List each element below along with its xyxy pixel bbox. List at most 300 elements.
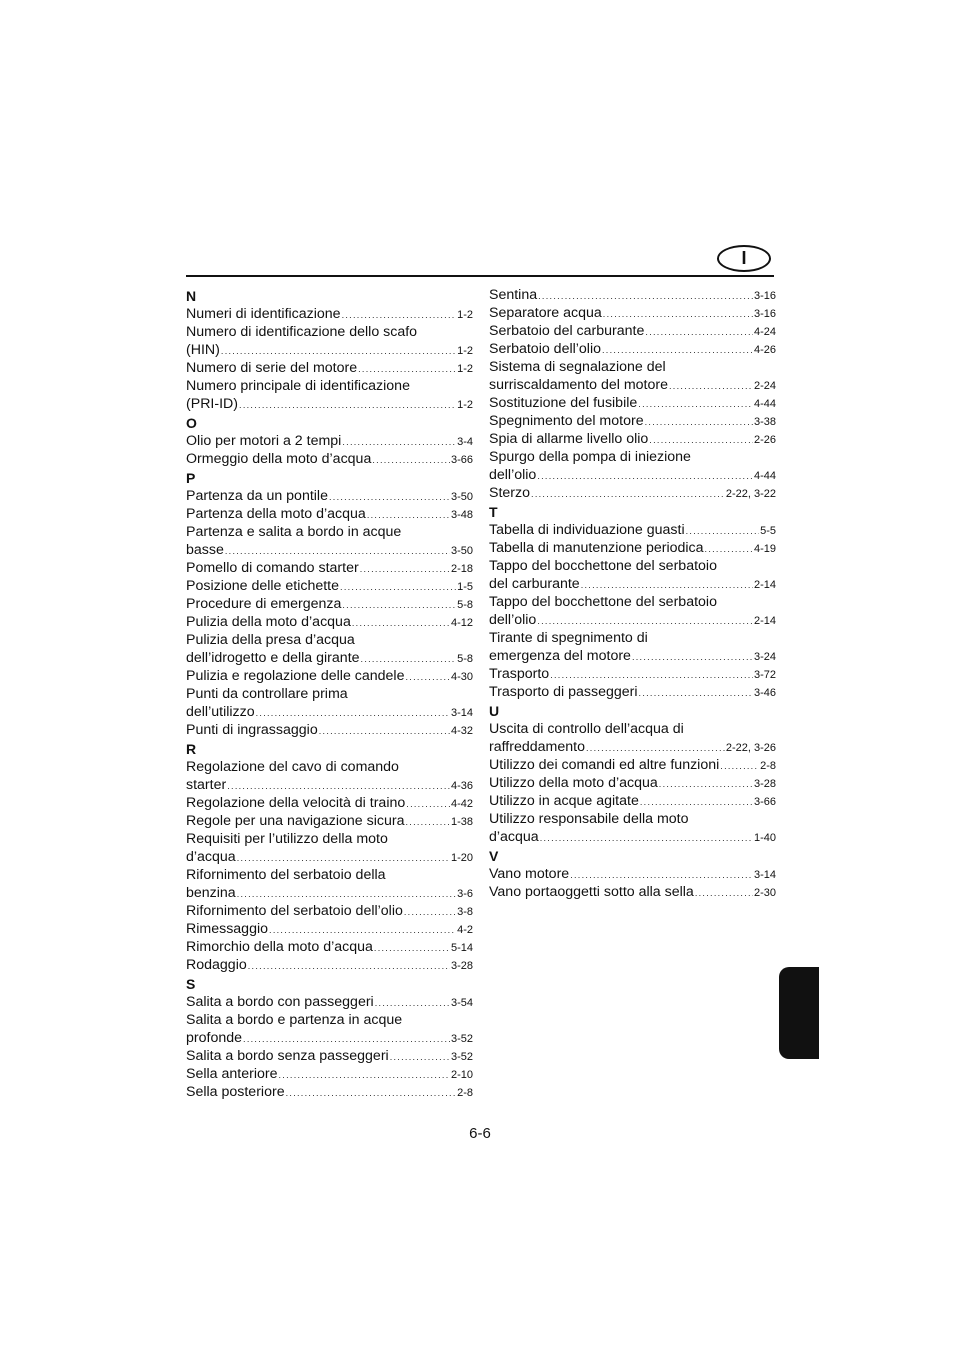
entry-line	[489, 575, 776, 593]
entry-page-ref[interactable]: 3-14	[450, 707, 473, 719]
entry-text: Procedure di emergenza	[186, 596, 342, 612]
entry-text: Sistema di segnalazione del	[489, 359, 666, 375]
index-entry[interactable]	[186, 812, 473, 830]
entry-line	[186, 505, 473, 523]
entry-page-ref[interactable]: 1-40	[753, 832, 776, 844]
entry-page-ref[interactable]: 1-38	[450, 816, 473, 828]
entry-line	[186, 359, 473, 377]
index-entry[interactable]	[489, 557, 776, 593]
entry-line	[489, 340, 776, 358]
entry-text: Rifornimento del serbatoio dell’olio	[186, 903, 403, 919]
entry-line	[186, 794, 473, 812]
entry-line	[489, 810, 776, 828]
entry-page-ref[interactable]: 4-44	[753, 398, 776, 410]
entry-page-ref[interactable]: 2-26	[753, 434, 776, 446]
entry-text: Utilizzo dei comandi ed altre funzioni	[489, 757, 720, 773]
entry-text: Pulizia della moto d’acqua	[186, 614, 351, 630]
section-letter: O	[186, 415, 197, 431]
entry-page-ref[interactable]: 4-32	[450, 725, 473, 737]
entry-page-ref[interactable]: 4-30	[450, 671, 473, 683]
dot-leader	[358, 360, 456, 378]
entry-line	[489, 358, 776, 376]
entry-text: dell’idrogetto e della girante	[186, 650, 360, 666]
entry-page-ref[interactable]: 3-4	[457, 436, 473, 448]
index-entry[interactable]	[186, 323, 473, 359]
entry-text: Sostituzione del fusibile	[489, 395, 638, 411]
dot-leader	[405, 668, 449, 686]
index-entry[interactable]	[186, 487, 473, 505]
index-entry[interactable]	[186, 631, 473, 667]
dot-leader	[375, 994, 450, 1012]
entry-line	[186, 341, 473, 359]
entry-page-ref[interactable]: 3-52	[450, 1033, 473, 1045]
entry-line	[489, 376, 776, 394]
index-entry[interactable]	[489, 448, 776, 484]
index-entry[interactable]	[186, 1083, 473, 1101]
dot-leader	[372, 451, 450, 469]
entry-line	[489, 430, 776, 448]
section-letter: N	[186, 288, 197, 304]
index-entry[interactable]	[186, 794, 473, 812]
entry-line	[186, 613, 473, 631]
dot-leader	[695, 884, 753, 902]
index-entry[interactable]	[186, 721, 473, 739]
entry-page-ref[interactable]: 3-66	[753, 796, 776, 808]
section-letter: S	[186, 976, 196, 992]
entry-line	[489, 521, 776, 539]
entry-line	[489, 448, 776, 466]
dot-leader	[649, 431, 753, 449]
index-entry[interactable]	[186, 377, 473, 413]
entry-page-ref[interactable]: 4-19	[753, 543, 776, 555]
entry-line	[186, 323, 473, 341]
entry-page-ref[interactable]: 3-28	[753, 778, 776, 790]
dot-leader	[570, 866, 753, 884]
entry-line	[186, 1083, 473, 1101]
page-number: 6-6	[469, 1125, 491, 1142]
dot-leader	[374, 939, 450, 957]
index-entry[interactable]	[489, 792, 776, 810]
index-entry[interactable]	[186, 866, 473, 902]
entry-text: Trasporto di passeggeri	[489, 684, 638, 700]
entry-text: Numero di serie del motore	[186, 360, 358, 376]
index-entry[interactable]	[489, 430, 776, 448]
entry-page-ref[interactable]: 3-16	[753, 308, 776, 320]
entry-line	[186, 685, 473, 703]
entry-line	[186, 703, 473, 721]
entry-line	[489, 557, 776, 575]
index-entry[interactable]	[489, 629, 776, 665]
entry-text: del carburante	[489, 576, 580, 592]
dot-leader	[586, 739, 725, 757]
entry-page-ref[interactable]: 3-50	[450, 491, 473, 503]
index-entry[interactable]	[186, 595, 473, 613]
dot-leader	[342, 596, 456, 614]
entry-text: profonde	[186, 1030, 243, 1046]
index-entry[interactable]	[489, 304, 776, 322]
entry-text: d’acqua	[489, 829, 539, 845]
entry-page-ref[interactable]: 3-46	[753, 687, 776, 699]
entry-text: Tappo del bocchettone del serbatoio	[489, 558, 717, 574]
entry-text: Olio per motori a 2 tempi	[186, 433, 342, 449]
index-entry[interactable]	[186, 577, 473, 595]
entry-text: Vano portaoggetti sotto alla sella	[489, 884, 694, 900]
index-entry[interactable]	[489, 756, 776, 774]
entry-text: Tappo del bocchettone del serbatoio	[489, 594, 717, 610]
entry-line	[186, 595, 473, 613]
entry-page-ref[interactable]: 2-22, 3-26	[725, 742, 776, 754]
entry-text: (HIN)	[186, 342, 220, 358]
entry-text: Utilizzo della moto d’acqua	[489, 775, 658, 791]
entry-page-ref[interactable]: 4-44	[753, 470, 776, 482]
index-entry[interactable]	[489, 539, 776, 557]
dot-leader	[361, 650, 457, 668]
entry-text: Vano motore	[489, 866, 570, 882]
dot-leader	[342, 306, 457, 324]
entry-text: Tirante di spegnimento di	[489, 630, 648, 646]
entry-page-ref[interactable]: 3-16	[753, 290, 776, 302]
entry-page-ref[interactable]: 3-52	[450, 1051, 473, 1063]
index-entry[interactable]	[489, 412, 776, 430]
index-entry[interactable]	[489, 593, 776, 629]
dot-leader	[237, 849, 450, 867]
entry-line	[489, 720, 776, 738]
entry-page-ref[interactable]: 4-12	[450, 617, 473, 629]
entry-text: (PRI-ID)	[186, 396, 239, 412]
dot-leader	[286, 1084, 457, 1102]
entry-text: Ormeggio della moto d’acqua	[186, 451, 372, 467]
entry-page-ref[interactable]: 1-2	[457, 363, 473, 375]
dot-leader	[603, 305, 753, 323]
entry-text: Salita a bordo e partenza in acque	[186, 1012, 403, 1028]
index-entry[interactable]	[186, 1011, 473, 1047]
index-entry[interactable]	[186, 667, 473, 685]
entry-text: Sterzo	[489, 485, 531, 501]
entry-text: Requisiti per l’utilizzo della moto	[186, 831, 388, 847]
language-badge: I	[717, 245, 771, 272]
dot-leader	[279, 1066, 450, 1084]
entry-line	[186, 776, 473, 794]
index-entry[interactable]	[186, 523, 473, 559]
dot-leader	[632, 648, 753, 666]
entry-line	[489, 286, 776, 304]
entry-line	[489, 828, 776, 846]
index-entry[interactable]	[186, 432, 473, 450]
index-entry[interactable]	[489, 484, 776, 502]
dot-leader	[360, 560, 450, 578]
entry-text: Pulizia e regolazione delle candele	[186, 668, 405, 684]
entry-page-ref[interactable]: 4-2	[457, 924, 473, 936]
entry-text: Regole per una navigazione sicura	[186, 813, 405, 829]
entry-line	[489, 683, 776, 701]
entry-text: benzina	[186, 885, 236, 901]
entry-text: basse	[186, 542, 224, 558]
entry-text: Sella anteriore	[186, 1066, 278, 1082]
dot-leader	[602, 341, 753, 359]
dot-leader	[319, 722, 450, 740]
entry-page-ref[interactable]: 2-22, 3-22	[725, 488, 776, 500]
entry-text: Serbatoio dell’olio	[489, 341, 601, 357]
index-entry[interactable]	[186, 1065, 473, 1083]
section-letter: P	[186, 470, 196, 486]
entry-page-ref[interactable]: 2-24	[753, 380, 776, 392]
entry-line	[186, 395, 473, 413]
header-rule	[186, 275, 774, 277]
entry-page-ref[interactable]: 5-14	[450, 942, 473, 954]
dot-leader	[256, 704, 450, 722]
entry-line	[186, 577, 473, 595]
index-entry[interactable]	[489, 358, 776, 394]
entry-line	[186, 541, 473, 559]
dot-leader	[538, 287, 753, 305]
entry-line	[186, 305, 473, 323]
dot-leader	[405, 813, 449, 831]
entry-line	[489, 792, 776, 810]
dot-leader	[537, 612, 753, 630]
dot-leader	[225, 542, 450, 560]
dot-leader	[531, 485, 725, 503]
entry-line	[186, 631, 473, 649]
dot-leader	[686, 522, 759, 540]
entry-page-ref[interactable]: 3-24	[753, 651, 776, 663]
entry-page-ref[interactable]: 1-2	[457, 309, 473, 321]
entry-page-ref[interactable]: 2-14	[753, 579, 776, 591]
entry-line	[186, 830, 473, 848]
entry-text: Trasporto	[489, 666, 550, 682]
entry-text: Salita a bordo senza passeggeri	[186, 1048, 389, 1064]
entry-text: emergenza del motore	[489, 648, 631, 664]
entry-text: Tabella di manutenzione periodica	[489, 540, 704, 556]
index-entry[interactable]	[186, 505, 473, 523]
entry-page-ref[interactable]: 1-2	[457, 399, 473, 411]
dot-leader	[705, 540, 753, 558]
dot-leader	[639, 684, 753, 702]
entry-page-ref[interactable]: 3-14	[753, 869, 776, 881]
entry-page-ref[interactable]: 5-8	[457, 653, 473, 665]
entry-text: Salita a bordo con passeggeri	[186, 994, 374, 1010]
entry-line	[186, 649, 473, 667]
entry-text: Tabella di individuazione guasti	[489, 522, 685, 538]
entry-line	[186, 758, 473, 776]
entry-line	[489, 865, 776, 883]
index-column-right	[489, 286, 776, 901]
dot-leader	[720, 757, 759, 775]
entry-text: raffreddamento	[489, 739, 585, 755]
entry-line	[186, 432, 473, 450]
chapter-thumb-tab	[779, 967, 819, 1059]
entry-page-ref[interactable]: 4-42	[450, 798, 473, 810]
entry-line	[489, 412, 776, 430]
entry-page-ref[interactable]: 3-50	[450, 545, 473, 557]
index-entry[interactable]	[186, 920, 473, 938]
entry-page-ref[interactable]: 2-18	[450, 563, 473, 575]
entry-line	[489, 322, 776, 340]
dot-leader	[243, 1030, 450, 1048]
entry-page-ref[interactable]: 2-10	[450, 1069, 473, 1081]
entry-line	[186, 993, 473, 1011]
entry-line	[186, 866, 473, 884]
entry-line	[186, 667, 473, 685]
entry-text: Pomello di comando starter	[186, 560, 359, 576]
entry-page-ref[interactable]: 3-28	[450, 960, 473, 972]
index-entry[interactable]	[489, 521, 776, 539]
dot-leader	[404, 903, 456, 921]
entry-text: Numero di identificazione dello scafo	[186, 324, 418, 340]
entry-line	[489, 539, 776, 557]
entry-text: Regolazione del cavo di comando	[186, 759, 399, 775]
dot-leader	[248, 957, 450, 975]
entry-line	[489, 611, 776, 629]
dot-leader	[390, 1048, 450, 1066]
index-entry[interactable]	[489, 322, 776, 340]
index-entry[interactable]	[489, 774, 776, 792]
index-entry[interactable]	[186, 359, 473, 377]
entry-page-ref[interactable]: 3-48	[450, 509, 473, 521]
entry-text: Rodaggio	[186, 957, 247, 973]
entry-text: Serbatoio del carburante	[489, 323, 645, 339]
entry-text: starter	[186, 777, 227, 793]
entry-text: Sentina	[489, 287, 538, 303]
index-entry[interactable]	[489, 720, 776, 756]
entry-page-ref[interactable]: 5-5	[760, 525, 776, 537]
index-entry[interactable]	[186, 1047, 473, 1065]
dot-leader	[237, 885, 456, 903]
index-entry[interactable]	[186, 993, 473, 1011]
entry-page-ref[interactable]: 1-20	[450, 852, 473, 864]
dot-leader	[638, 395, 753, 413]
entry-line	[186, 956, 473, 974]
entry-page-ref[interactable]: 3-6	[457, 888, 473, 900]
index-entry[interactable]	[489, 683, 776, 701]
section-letter: U	[489, 703, 500, 719]
entry-line	[186, 377, 473, 395]
index-entry[interactable]	[489, 865, 776, 883]
dot-leader	[659, 775, 753, 793]
index-entry[interactable]	[186, 902, 473, 920]
entry-line	[186, 920, 473, 938]
entry-line	[489, 647, 776, 665]
entry-text: Regolazione della velocità di traino	[186, 795, 406, 811]
entry-page-ref[interactable]: 3-54	[450, 997, 473, 1009]
entry-text: Sella posteriore	[186, 1084, 285, 1100]
entry-line	[186, 938, 473, 956]
entry-line	[489, 774, 776, 792]
index-entry[interactable]	[489, 340, 776, 358]
dot-leader	[537, 467, 753, 485]
entry-text: dell’olio	[489, 612, 537, 628]
index-entry[interactable]	[186, 685, 473, 721]
dot-leader	[340, 578, 456, 596]
entry-text: Spurgo della pompa di iniezione	[489, 449, 691, 465]
index-entry[interactable]	[186, 613, 473, 631]
index-entry[interactable]	[186, 559, 473, 577]
dot-leader	[329, 488, 450, 506]
entry-page-ref[interactable]: 3-38	[753, 416, 776, 428]
entry-line	[489, 665, 776, 683]
entry-line	[186, 1047, 473, 1065]
entry-line	[489, 756, 776, 774]
index-entry[interactable]	[186, 938, 473, 956]
entry-page-ref[interactable]: 3-66	[450, 454, 473, 466]
entry-text: Posizione delle etichette	[186, 578, 340, 594]
entry-text: Numeri di identificazione	[186, 306, 341, 322]
dot-leader	[269, 921, 456, 939]
dot-leader	[645, 323, 753, 341]
dot-leader	[581, 576, 753, 594]
dot-leader	[352, 614, 450, 632]
entry-text: Uscita di controllo dell’acqua di	[489, 721, 684, 737]
entry-line	[186, 487, 473, 505]
index-entry[interactable]	[186, 830, 473, 866]
entry-line	[489, 304, 776, 322]
entry-page-ref[interactable]: 4-24	[753, 326, 776, 338]
entry-text: Punti da controllare prima	[186, 686, 348, 702]
dot-leader	[367, 506, 450, 524]
index-entry[interactable]	[186, 305, 473, 323]
section-letter: T	[489, 504, 498, 520]
entry-line	[489, 629, 776, 647]
entry-line	[186, 721, 473, 739]
index-entry[interactable]	[186, 758, 473, 794]
entry-line	[186, 559, 473, 577]
section-letter: R	[186, 741, 197, 757]
dot-leader	[640, 793, 753, 811]
entry-line	[186, 450, 473, 468]
index-entry[interactable]	[489, 394, 776, 412]
entry-text: Rifornimento del serbatoio della	[186, 867, 386, 883]
entry-page-ref[interactable]: 4-36	[450, 780, 473, 792]
entry-text: Punti di ingrassaggio	[186, 722, 318, 738]
entry-page-ref[interactable]: 3-72	[753, 669, 776, 681]
entry-line	[186, 812, 473, 830]
index-entry[interactable]	[489, 883, 776, 901]
entry-text: Numero principale di identificazione	[186, 378, 410, 394]
index-entry[interactable]	[489, 286, 776, 304]
index-entry[interactable]	[489, 810, 776, 846]
entry-text: Rimessaggio	[186, 921, 269, 937]
entry-line	[489, 484, 776, 502]
entry-page-ref[interactable]: 4-26	[753, 344, 776, 356]
index-entry[interactable]	[186, 956, 473, 974]
entry-page-ref[interactable]: 1-2	[457, 345, 473, 357]
entry-text: Partenza e salita a bordo in acque	[186, 524, 402, 540]
entry-line	[186, 884, 473, 902]
dot-leader	[342, 433, 456, 451]
entry-page-ref[interactable]: 3-8	[457, 906, 473, 918]
entry-text: Utilizzo responsabile della moto	[489, 811, 689, 827]
entry-text: surriscaldamento del motore	[489, 377, 668, 393]
dot-leader	[540, 829, 753, 847]
entry-text: Rimorchio della moto d’acqua	[186, 939, 373, 955]
entry-line	[186, 523, 473, 541]
dot-leader	[406, 795, 450, 813]
index-entry[interactable]	[186, 450, 473, 468]
entry-line	[186, 1065, 473, 1083]
entry-page-ref[interactable]: 5-8	[457, 599, 473, 611]
entry-page-ref[interactable]: 2-8	[760, 760, 776, 772]
entry-line	[489, 883, 776, 901]
entry-page-ref[interactable]: 2-14	[753, 615, 776, 627]
entry-page-ref[interactable]: 1-5	[457, 581, 473, 593]
dot-leader	[550, 666, 753, 684]
entry-line	[186, 848, 473, 866]
entry-page-ref[interactable]: 2-8	[457, 1087, 473, 1099]
entry-line	[186, 902, 473, 920]
entry-text: Spegnimento del motore	[489, 413, 644, 429]
entry-line	[489, 394, 776, 412]
entry-page-ref[interactable]: 2-30	[753, 887, 776, 899]
index-entry[interactable]	[489, 665, 776, 683]
